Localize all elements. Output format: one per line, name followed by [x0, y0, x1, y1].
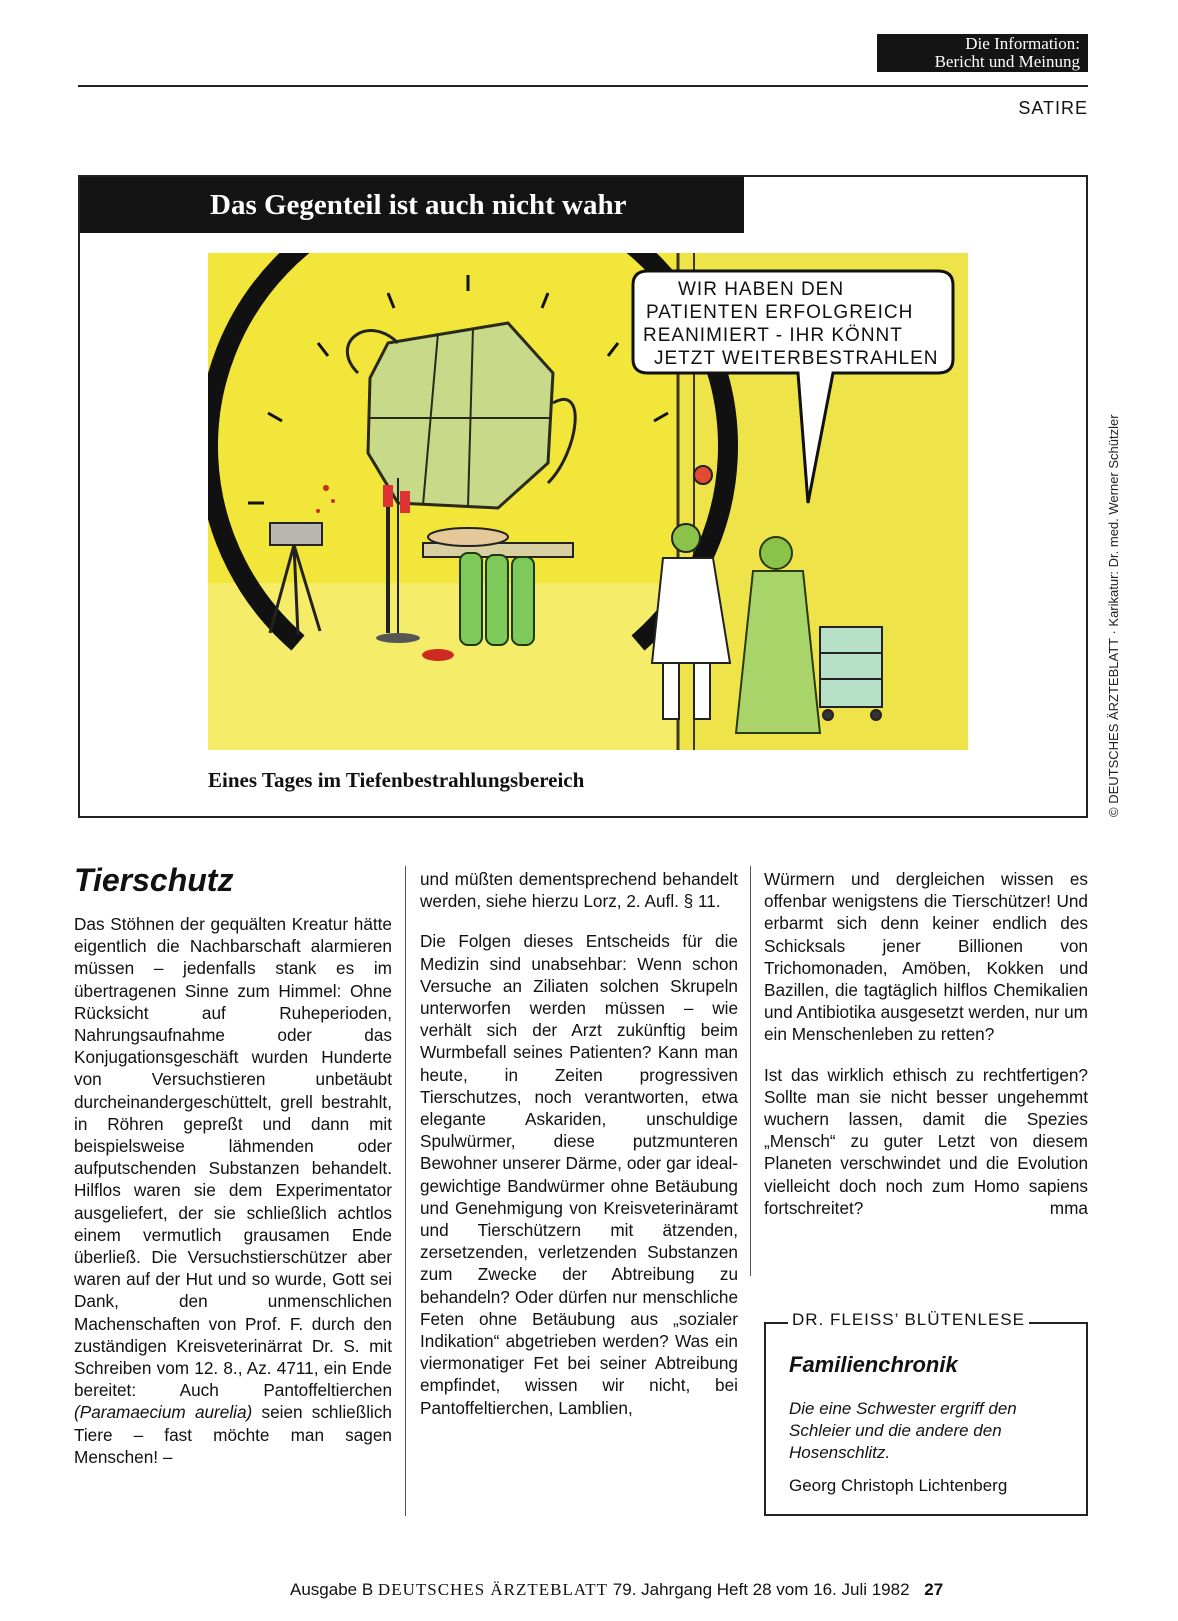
cartoon-illustration — [208, 253, 968, 750]
column-divider — [750, 866, 751, 1276]
section-label — [877, 34, 1088, 72]
article-paragraph: und müßten dementsprechend behandelt werden, siehe hierzu Lorz, 2. Aufl. § 11. — [420, 869, 738, 912]
cartoon-caption: Eines Tages im Tiefenbestrahlungsbereich — [208, 768, 585, 792]
column-divider — [405, 866, 406, 1516]
article-column-1 — [74, 913, 392, 1486]
article-paragraph: Die Folgen dieses Entscheids für die Medizin sind unabsehbar: Wenn schon Versuche an Ziliaten solchen Skrupeln unterworfen werden müssen – wie verhält sich der Arzt zukünftig beim Wurmbefall seines Patienten? Kann man heute, in Zeiten progressiven Tierschutzes, noch verantworten, etwa elegante Askariden, unschuldige Spulwürmer, diese putzmunteren Bewohner unserer Därme, oder gar ideal-gewichtige Bandwürmer ohne Betäubung und Genehmigung von Kreisveterinäramt und Tierschützern mit ätzenden, zersetzenden, verletzenden Substanzen zum Zwecke der Abtreibung zu behandeln? Oder dürfen nur menschliche Feten ohne Betäubung aus „sozialer Indikation“ abgetrieben werden? Was ein viermonatiger Fet bei seiner Abtreibung empfindet, wissen wir nicht, bei Pantoffeltierchen, Lamblien, — [420, 931, 738, 1418]
speech-line-2: PATIENTEN ERFOLGREICH — [646, 302, 914, 323]
quote-box-label: DR. FLEISS’ BLÜTENLESE — [788, 1310, 1029, 1330]
footer-issue: 79. Jahrgang Heft 28 vom 16. Juli 1982 — [612, 1580, 910, 1599]
header-rule — [78, 85, 1088, 87]
article-paragraph — [764, 1064, 1088, 1219]
gas-cylinder — [460, 553, 482, 645]
camera — [270, 523, 322, 545]
quote-box-title: Familienchronik — [789, 1352, 958, 1377]
trolley — [820, 627, 882, 720]
article-column-3 — [764, 868, 1088, 1237]
section-label-line2: Bericht und Meinung — [934, 52, 1080, 71]
footer-edition: Ausgabe B — [290, 1580, 374, 1599]
page-number: 27 — [924, 1580, 944, 1599]
page-footer — [290, 1580, 1088, 1600]
article-text: seien schließlich Tiere – fast möchte man sagen Menschen! – — [74, 1402, 392, 1467]
cartoon-credit: © DEUTSCHES ÄRZTEBLATT · Karikatur: Dr. med. Werner Schützler — [1106, 414, 1121, 817]
footer-journal: DEUTSCHES ÄRZTEBLATT — [377, 1580, 609, 1599]
article-italic-term: (Paramaecium aurelia) — [74, 1402, 253, 1423]
door-light — [694, 466, 712, 484]
quote-box-author: Georg Christoph Lichtenberg — [789, 1476, 1008, 1495]
article-headline: Tierschutz — [74, 862, 234, 898]
article-text: Ist das wirklich ethisch zu rechtfertigen? Sollte man sie nicht besser ungehemmt wuchern lassen, damit die Spezies „Mensch“ zu guter Letzt von diesem Planeten verschwindet und die Evolution vielleicht doch noch zum Homo sapiens fortschreitet? — [764, 1064, 1088, 1218]
quote-box-text: Die eine Schwester ergriff den Schleier und die andere den Hosenschlitz. — [789, 1399, 1017, 1462]
article-text: Das Stöhnen der gequälten Kreatur hätte eigentlich die Nachbarschaft alarmieren müssen – jedenfalls stank es im übertragenen Sinne zum Himmel: Ohne Rücksicht auf Ruheperioden, Nahrungsaufnahme oder das Konjugationsgeschäft wurden Hunderte von Versuchstieren unbetäubt durcheinandergeschüttelt, grell bestrahlt, in Röhren gepreßt und dann mit beispielsweise lähmenden oder aufputschenden Substanzen behandelt. Hilflos waren sie dem Experimentator ausgeliefert, der sie schließlich achtlos einem vermutlich grausamen Ende überließ. Die Versuchstierschützer aber waren auf der Hut und so wurde, Gott sei Dank, den unmenschlichen Machenschaften von Prof. F. durch den zuständigen Kreisveterinärrat Dr. S. mit Schreiben vom 12. 8., Az. 4711, ein Ende bereitet: Auch Pantoffeltierchen — [74, 914, 392, 1401]
article-signature: mma — [1049, 1197, 1088, 1218]
speech-line-4: JETZT WEITERBESTRAHLEN — [654, 348, 939, 369]
speech-line-3: REANIMIERT - IHR KÖNNT — [643, 325, 903, 346]
category-label: SATIRE — [1018, 98, 1088, 118]
article-paragraph — [74, 913, 392, 1468]
article-column-2 — [420, 868, 738, 1437]
section-label-line1: Die Information: — [965, 34, 1080, 53]
speech-line-1: WIR HABEN DEN — [678, 279, 845, 300]
radiation-head — [368, 323, 553, 508]
cartoon-title: Das Gegenteil ist auch nicht wahr — [80, 177, 744, 233]
article-paragraph: Würmern und dergleichen wissen es offenbar wenigstens die Tierschützer! Und erbarmt sich denn keiner endlich des Schicksals jener Billionen von Trichomonaden, Amöben, Kokken und Bazillen, die tagtäglich hilflos Chemikalien und Antibiotika ausgesetzt werden, nur um ein Menschenleben zu retten? — [764, 869, 1088, 1045]
